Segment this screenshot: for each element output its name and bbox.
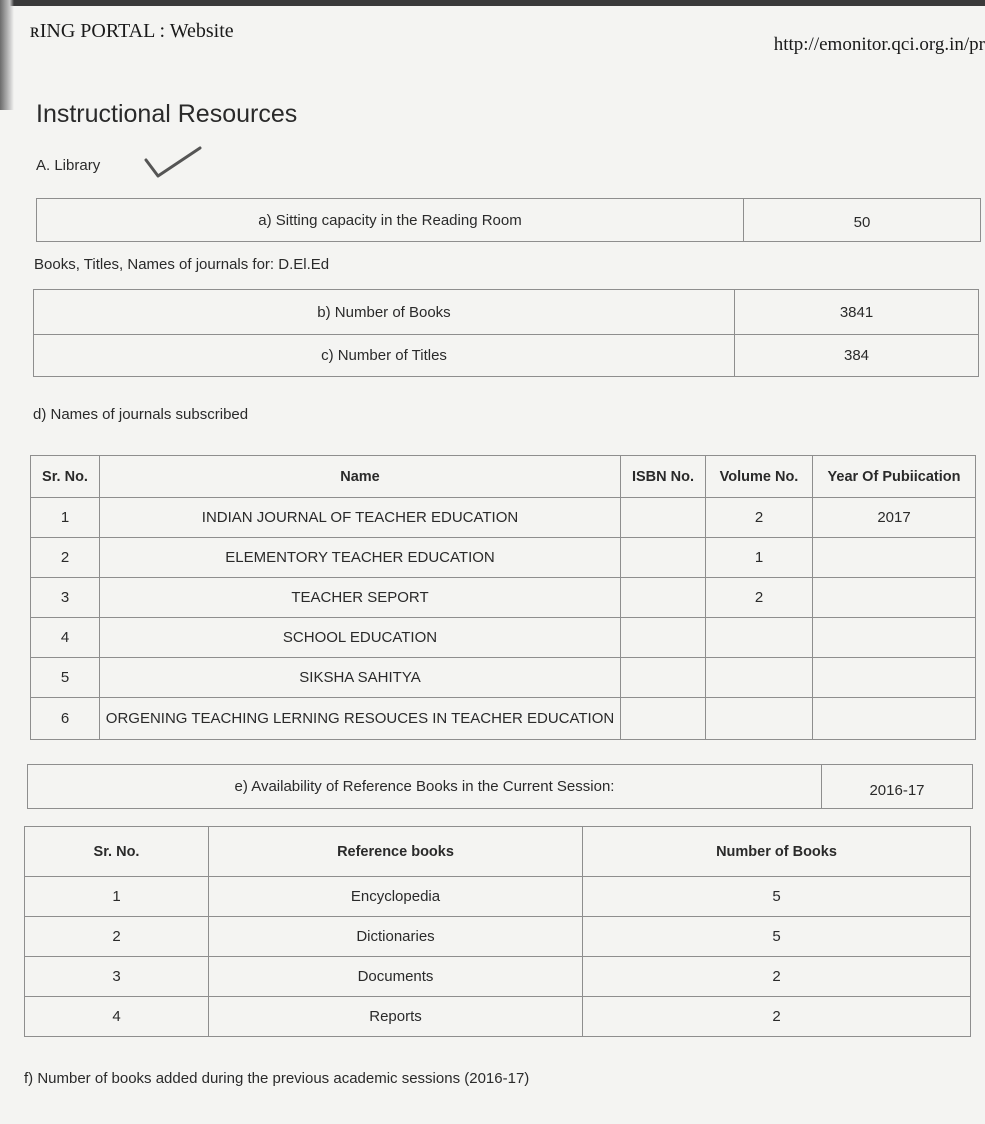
table-row xyxy=(25,877,971,917)
books-added-label: f) Number of books added during the previous academic sessions (2016-17) xyxy=(24,1070,530,1087)
journal-volume xyxy=(706,698,813,740)
table-row xyxy=(31,658,976,698)
journal-isbn xyxy=(621,578,706,618)
reference-availability-label: e) Availability of Reference Books in the Current Session: xyxy=(234,778,615,795)
col-header-year: Year Of Pubiication xyxy=(813,456,976,498)
scan-edge-shadow xyxy=(0,0,14,110)
journal-year: 2017 xyxy=(813,498,976,538)
journals-section-label: d) Names of journals subscribed xyxy=(33,406,249,423)
journal-name: TEACHER SEPORT xyxy=(100,578,621,618)
journal-name: INDIAN JOURNAL OF TEACHER EDUCATION xyxy=(100,498,621,538)
journals-table xyxy=(30,455,976,740)
journal-volume: 1 xyxy=(706,538,813,578)
journal-isbn xyxy=(621,658,706,698)
col-header-number-of-books: Number of Books xyxy=(583,827,971,877)
table-row xyxy=(31,618,976,658)
reference-sr: 3 xyxy=(25,957,209,997)
page-title: Instructional Resources xyxy=(36,100,298,128)
journal-isbn xyxy=(621,698,706,740)
books-label: b) Number of Books xyxy=(34,290,735,335)
reference-session-value: 2016-17 xyxy=(869,782,925,799)
reference-type: Encyclopedia xyxy=(209,877,583,917)
journal-volume: 2 xyxy=(706,578,813,618)
table-row xyxy=(31,578,976,618)
titles-label: c) Number of Titles xyxy=(34,335,735,377)
table-header-row xyxy=(31,456,976,498)
table-header-row xyxy=(25,827,971,877)
table-row xyxy=(34,290,979,335)
table-row xyxy=(25,957,971,997)
checkmark-icon xyxy=(142,144,204,180)
journal-sr: 3 xyxy=(31,578,100,618)
reference-availability-box xyxy=(27,764,973,809)
titles-value: 384 xyxy=(735,335,979,377)
reference-count: 2 xyxy=(583,997,971,1037)
journal-sr: 5 xyxy=(31,658,100,698)
col-header-isbn: ISBN No. xyxy=(621,456,706,498)
journal-volume xyxy=(706,618,813,658)
reference-type: Dictionaries xyxy=(209,917,583,957)
journal-year xyxy=(813,698,976,740)
journal-sr: 2 xyxy=(31,538,100,578)
reference-count: 2 xyxy=(583,957,971,997)
table-row xyxy=(25,917,971,957)
table-row xyxy=(31,498,976,538)
col-header-name: Name xyxy=(100,456,621,498)
journal-sr: 4 xyxy=(31,618,100,658)
table-row xyxy=(31,538,976,578)
journal-year xyxy=(813,618,976,658)
portal-url: http://emonitor.qci.org.in/pr xyxy=(773,34,985,55)
journal-isbn xyxy=(621,538,706,578)
table-row xyxy=(31,698,976,740)
journal-sr: 1 xyxy=(31,498,100,538)
books-value: 3841 xyxy=(735,290,979,335)
books-table xyxy=(33,289,979,377)
journal-sr: 6 xyxy=(31,698,100,740)
reference-sr: 1 xyxy=(25,877,209,917)
col-header-volume: Volume No. xyxy=(706,456,813,498)
journal-name: SIKSHA SAHITYA xyxy=(100,658,621,698)
col-header-reference-books: Reference books xyxy=(209,827,583,877)
journal-year xyxy=(813,538,976,578)
col-header-sr: Sr. No. xyxy=(25,827,209,877)
sitting-capacity-box xyxy=(36,198,981,242)
journal-year xyxy=(813,578,976,618)
reference-books-table xyxy=(24,826,971,1037)
reference-count: 5 xyxy=(583,877,971,917)
journal-year xyxy=(813,658,976,698)
journal-volume: 2 xyxy=(706,498,813,538)
scan-top-edge xyxy=(0,0,985,6)
reference-sr: 2 xyxy=(25,917,209,957)
journal-name: ORGENING TEACHING LERNING RESOUCES IN TEACHER EDUCATION xyxy=(100,698,621,740)
reference-count: 5 xyxy=(583,917,971,957)
table-row xyxy=(34,335,979,377)
reference-type: Documents xyxy=(209,957,583,997)
journal-volume xyxy=(706,658,813,698)
sitting-capacity-value: 50 xyxy=(853,213,871,231)
portal-header: ʀING PORTAL : Website xyxy=(30,20,234,42)
library-section-label: A. Library xyxy=(36,157,101,174)
journal-isbn xyxy=(621,618,706,658)
col-header-sr: Sr. No. xyxy=(31,456,100,498)
reference-type: Reports xyxy=(209,997,583,1037)
books-section-label: Books, Titles, Names of journals for: D.El.Ed xyxy=(34,256,330,273)
journal-isbn xyxy=(621,498,706,538)
journal-name: ELEMENTORY TEACHER EDUCATION xyxy=(100,538,621,578)
sitting-capacity-label: a) Sitting capacity in the Reading Room xyxy=(258,211,522,229)
journal-name: SCHOOL EDUCATION xyxy=(100,618,621,658)
table-row xyxy=(25,997,971,1037)
reference-sr: 4 xyxy=(25,997,209,1037)
